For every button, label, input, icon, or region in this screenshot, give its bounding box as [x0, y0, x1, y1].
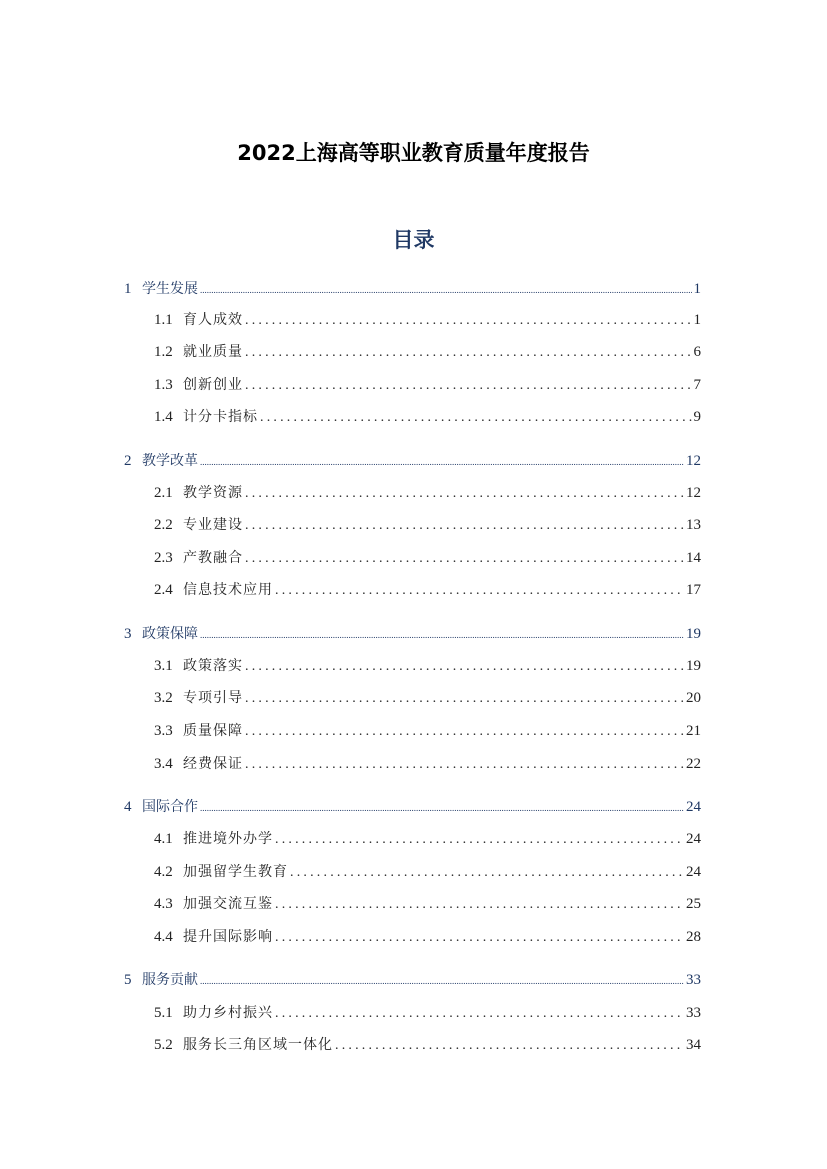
toc-entry-subsection[interactable] — [154, 514, 701, 536]
toc-title: 信息技术应用 — [183, 582, 273, 598]
toc-entry-section[interactable] — [124, 796, 701, 818]
toc-entry-subsection[interactable] — [154, 926, 701, 948]
toc-title: 国际合作 — [142, 799, 198, 815]
toc-entry-section[interactable] — [124, 623, 701, 645]
toc-number: 2.4 — [154, 582, 173, 598]
toc-number: 4 — [124, 799, 132, 815]
toc-title: 计分卡指标 — [183, 409, 258, 425]
toc-dot-leader — [200, 624, 684, 645]
toc-page-number: 13 — [686, 517, 701, 533]
toc-title: 推进境外办学 — [183, 831, 273, 847]
toc-page-number: 24 — [686, 831, 701, 847]
toc-page-number: 21 — [686, 723, 701, 739]
toc-number: 5.2 — [154, 1037, 173, 1053]
toc-dot-leader — [200, 279, 692, 300]
toc-heading: 目录 — [392, 228, 435, 252]
toc-title: 创新创业 — [183, 377, 243, 393]
toc-title: 助力乡村振兴 — [183, 1005, 273, 1021]
toc-title: 产教融合 — [183, 550, 243, 566]
toc-entry-subsection[interactable] — [154, 1034, 701, 1056]
toc-number: 4.3 — [154, 896, 173, 912]
toc-dot-leader — [275, 829, 684, 850]
toc-page-number: 12 — [686, 485, 701, 501]
toc-entry-subsection[interactable] — [154, 579, 701, 601]
toc-title: 加强交流互鉴 — [183, 896, 273, 912]
toc-page-number: 28 — [686, 929, 701, 945]
toc-title: 服务长三角区域一体化 — [183, 1037, 333, 1053]
toc-number: 2.2 — [154, 517, 173, 533]
toc-page-number: 12 — [686, 453, 701, 469]
toc-title: 政策落实 — [183, 658, 243, 674]
toc-entry-section[interactable] — [124, 969, 701, 991]
toc-entry-subsection[interactable] — [154, 341, 701, 363]
toc-page-number: 22 — [686, 756, 701, 772]
toc-title: 专业建设 — [183, 517, 243, 533]
toc-dot-leader — [260, 407, 692, 428]
toc-page-number: 14 — [686, 550, 701, 566]
toc-page-number: 33 — [686, 1005, 701, 1021]
toc-title: 专项引导 — [183, 690, 243, 706]
toc-title: 就业质量 — [183, 344, 243, 360]
toc-title: 教学资源 — [183, 485, 243, 501]
toc-page-number: 9 — [693, 409, 701, 425]
toc-entry-subsection[interactable] — [154, 753, 701, 775]
toc-number: 2.3 — [154, 550, 173, 566]
toc-page-number: 17 — [686, 582, 701, 598]
toc-number: 4.2 — [154, 864, 173, 880]
toc-dot-leader — [275, 1003, 684, 1024]
toc-title: 政策保障 — [142, 626, 198, 642]
toc-entry-section[interactable] — [124, 450, 701, 472]
toc-title: 质量保障 — [183, 723, 243, 739]
toc-title: 服务贡献 — [142, 972, 198, 988]
toc-entry-subsection[interactable] — [154, 309, 701, 331]
toc-number: 3.2 — [154, 690, 173, 706]
toc-dot-leader — [245, 688, 684, 709]
toc-title: 学生发展 — [142, 281, 198, 297]
toc-dot-leader — [245, 721, 684, 742]
toc-number: 2.1 — [154, 485, 173, 501]
toc-entry-subsection[interactable] — [154, 374, 701, 396]
toc-number: 5 — [124, 972, 132, 988]
toc-page-number: 1 — [693, 312, 701, 328]
toc-title: 教学改革 — [142, 453, 198, 469]
toc-entry-subsection[interactable] — [154, 687, 701, 709]
toc-entry-subsection[interactable] — [154, 828, 701, 850]
toc-dot-leader — [245, 515, 684, 536]
toc-dot-leader — [275, 580, 684, 601]
toc-dot-leader — [245, 483, 684, 504]
toc-dot-leader — [245, 375, 692, 396]
toc-dot-leader — [245, 656, 684, 677]
toc-dot-leader — [245, 342, 692, 363]
toc-page-number: 19 — [686, 626, 701, 642]
toc-page-number: 34 — [686, 1037, 701, 1053]
toc-number: 3.1 — [154, 658, 173, 674]
toc-number: 4.1 — [154, 831, 173, 847]
toc-number: 3 — [124, 626, 132, 642]
toc-dot-leader — [245, 548, 684, 569]
toc-page-number: 7 — [693, 377, 701, 393]
toc-title: 育人成效 — [183, 312, 243, 328]
toc-page-number: 1 — [693, 281, 701, 297]
toc-dot-leader — [290, 862, 684, 883]
toc-number: 1.2 — [154, 344, 173, 360]
toc-entry-subsection[interactable] — [154, 1002, 701, 1024]
toc-title: 加强留学生教育 — [183, 864, 288, 880]
toc-page-number: 24 — [686, 799, 701, 815]
toc-entry-subsection[interactable] — [154, 655, 701, 677]
toc-number: 5.1 — [154, 1005, 173, 1021]
toc-dot-leader — [245, 754, 684, 775]
toc-title: 经费保证 — [183, 756, 243, 772]
toc-number: 1.3 — [154, 377, 173, 393]
toc-dot-leader — [275, 894, 684, 915]
toc-page-number: 24 — [686, 864, 701, 880]
toc-number: 2 — [124, 453, 132, 469]
toc-page-number: 25 — [686, 896, 701, 912]
toc-dot-leader — [200, 970, 684, 991]
toc-number: 1.4 — [154, 409, 173, 425]
toc-entry-subsection[interactable] — [154, 482, 701, 504]
document-title: 2022上海高等职业教育质量年度报告 — [237, 141, 590, 165]
toc-number: 1 — [124, 281, 132, 297]
toc-entry-subsection[interactable] — [154, 406, 701, 428]
toc-title: 提升国际影响 — [183, 929, 273, 945]
toc-page-number: 33 — [686, 972, 701, 988]
toc-dot-leader — [275, 927, 684, 948]
toc-entry-subsection[interactable] — [154, 861, 701, 883]
toc-number: 3.3 — [154, 723, 173, 739]
toc-entry-section[interactable] — [124, 278, 701, 300]
toc-page-number: 19 — [686, 658, 701, 674]
toc-page-number: 6 — [693, 344, 701, 360]
toc-dot-leader — [335, 1035, 684, 1056]
toc-entry-subsection[interactable] — [154, 893, 701, 915]
toc-dot-leader — [245, 310, 692, 331]
toc-dot-leader — [200, 451, 684, 472]
toc-number: 1.1 — [154, 312, 173, 328]
toc-page-number: 20 — [686, 690, 701, 706]
toc-entry-subsection[interactable] — [154, 720, 701, 742]
toc-number: 3.4 — [154, 756, 173, 772]
toc-number: 4.4 — [154, 929, 173, 945]
toc-dot-leader — [200, 797, 684, 818]
toc-entry-subsection[interactable] — [154, 547, 701, 569]
